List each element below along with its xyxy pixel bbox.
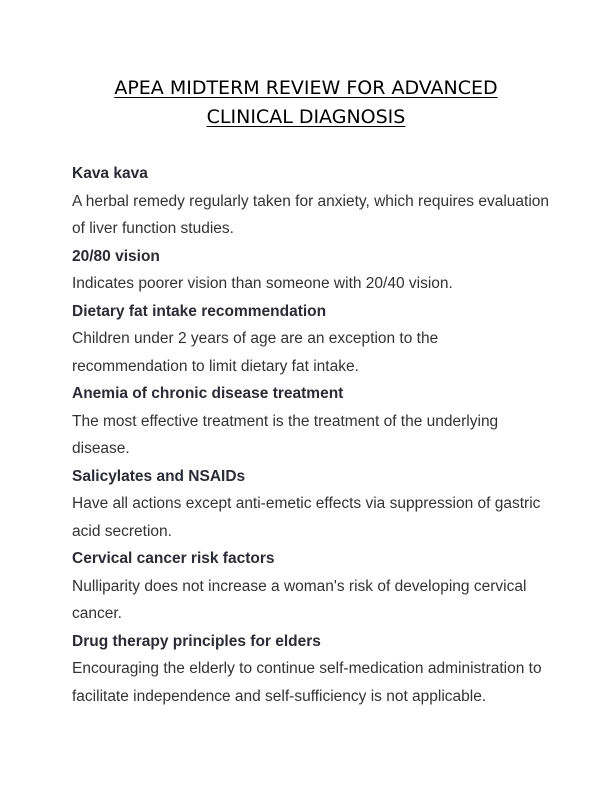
entry-definition: Children under 2 years of age are an exception to the recommendation to limit dietary fat intake.: [72, 330, 439, 375]
entry-term: Kava kava: [72, 165, 148, 182]
entry-definition: A herbal remedy regularly taken for anxiety, which requires evaluation of liver function studies.: [72, 192, 550, 237]
entry-term: 20/80 vision: [72, 247, 160, 265]
entry-term: Salicylates and NSAIDs: [72, 467, 246, 485]
title-line-2: CLINICAL DIAGNOSIS: [206, 106, 406, 128]
entry-definition: Nulliparity does not increase a woman's risk of developing cervical cancer.: [72, 577, 527, 622]
entry-definition: The most effective treatment is the treatment of the underlying disease.: [72, 412, 499, 457]
entry-term: Anemia of chronic disease treatment: [72, 385, 344, 402]
review-entries: [72, 160, 552, 710]
entry-definition: Have all actions except anti-emetic effects via suppression of gastric acid secretion.: [72, 495, 541, 540]
entry-term: Drug therapy principles for elders: [72, 632, 321, 650]
entry-term: Dietary fat intake recommendation: [72, 302, 327, 320]
entry-definition: Encouraging the elderly to continue self-medication administration to facilitate independence and self-sufficiency is not applicable.: [72, 660, 542, 705]
entry-term: Cervical cancer risk factors: [72, 550, 275, 567]
title-line-1: APEA MIDTERM REVIEW FOR ADVANCED: [114, 77, 498, 99]
entry-definition: Indicates poorer vision than someone with 20/40 vision.: [72, 275, 453, 292]
document-title: [40, 74, 572, 132]
